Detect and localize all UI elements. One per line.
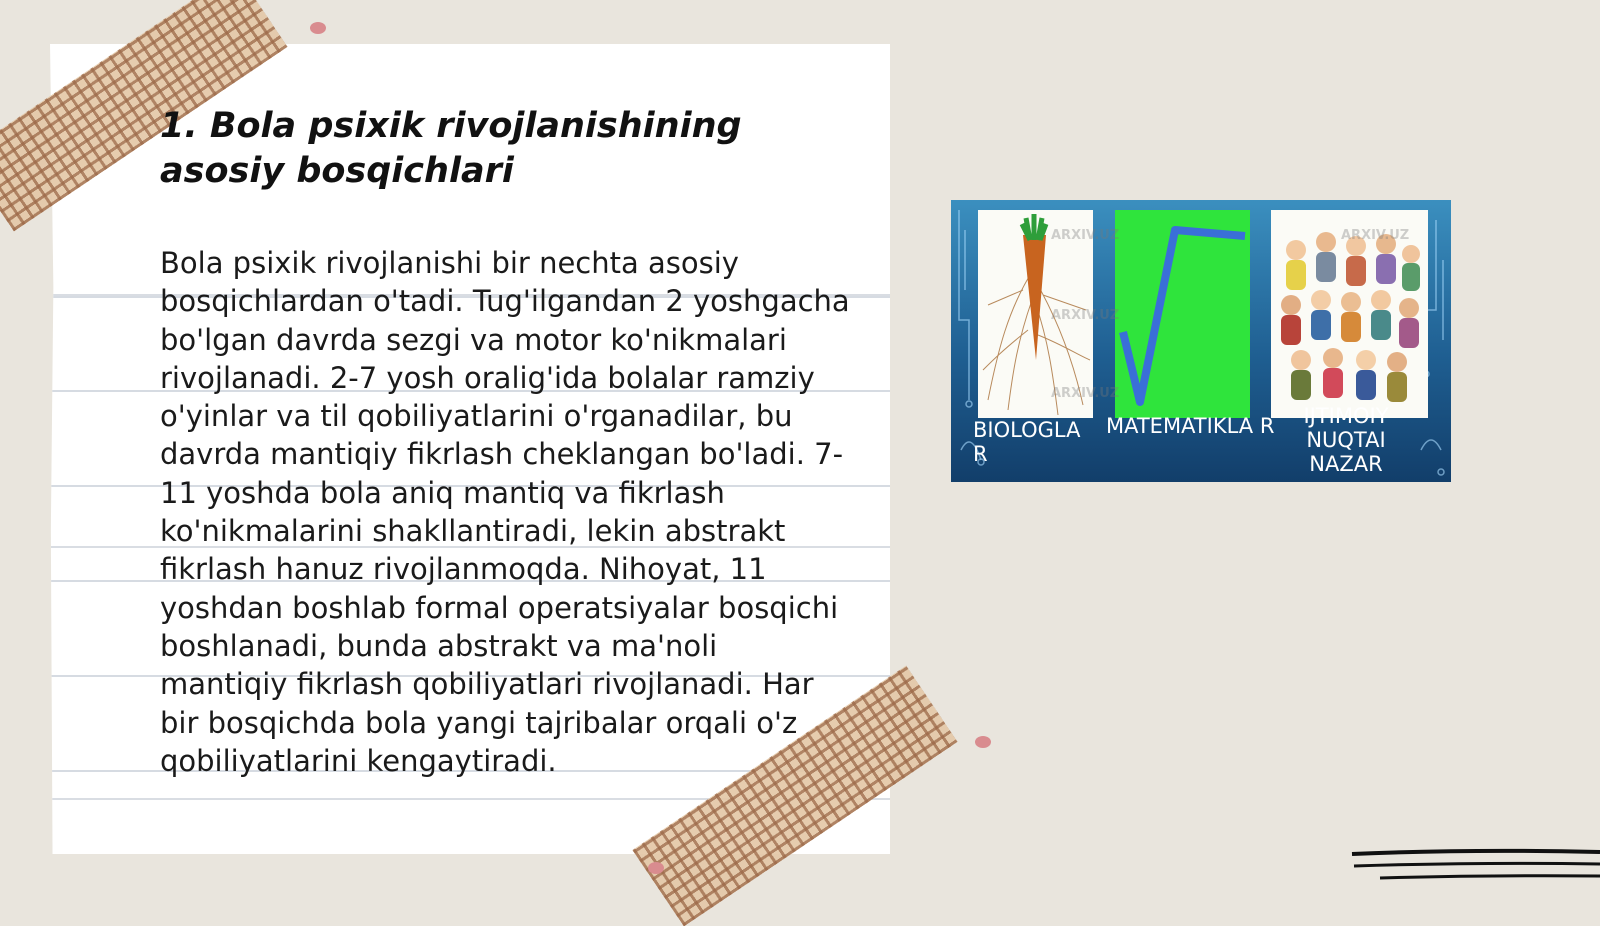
tape-pin (648, 862, 664, 874)
slide-title: 1. Bola psixik rivojlanishining asosiy bosqichlari (160, 106, 742, 191)
caption-matematiklar: MATEMATIKLA R (1106, 414, 1275, 438)
illustration-panel (951, 200, 1451, 482)
mathematics-card (1115, 210, 1250, 418)
brush-stroke-lines-icon (1350, 848, 1600, 888)
tape-pin (310, 22, 326, 34)
watermark: ARXIV.UZ (1051, 228, 1120, 243)
slide-body-text: Bola psixik rivojlanishi bir nechta asosiy bosqichlardan o'tadi. Tug'ilgandan 2 yoshgacha bo'lgan davrda sezgi va motor ko'nikmalari rivojlanadi. 2-7 yosh oralig'ida bolalar ramziy o'yinlar va til qobiliyatlarini o'rganadilar, bu davrda mantiqiy fikrlash cheklangan bo'ladi. 7-11 yoshda bola aniq mantiq va fikrlash ko'nikmalarini shakllantiradi, lekin abstrakt fikrlash hanuz rivojlanmoqda. Nihoyat, 11 yoshdan boshlab formal operatsiyalar bosqichi boshlanadi, bunda abstrakt va ma'noli mantiqiy fikrlash qobiliyatlari rivojlanadi. Har bir bosqichda bola yangi tajribalar orqali o'z qobiliyatlarini kengaytiradi. (160, 246, 850, 778)
caption-biologlar: BIOLOGLA R (973, 418, 1081, 466)
caption-ijtimoiy-nuqtai-nazar: IJTIMOIY NUQTAI NAZAR (1303, 404, 1389, 476)
watermark: ARXIV.UZ (1051, 386, 1120, 401)
watermark: ARXIV.UZ (1341, 228, 1410, 243)
tape-pin (975, 736, 991, 748)
watermark: ARXIV.UZ (1051, 308, 1120, 323)
check-mark-icon (1115, 210, 1250, 418)
